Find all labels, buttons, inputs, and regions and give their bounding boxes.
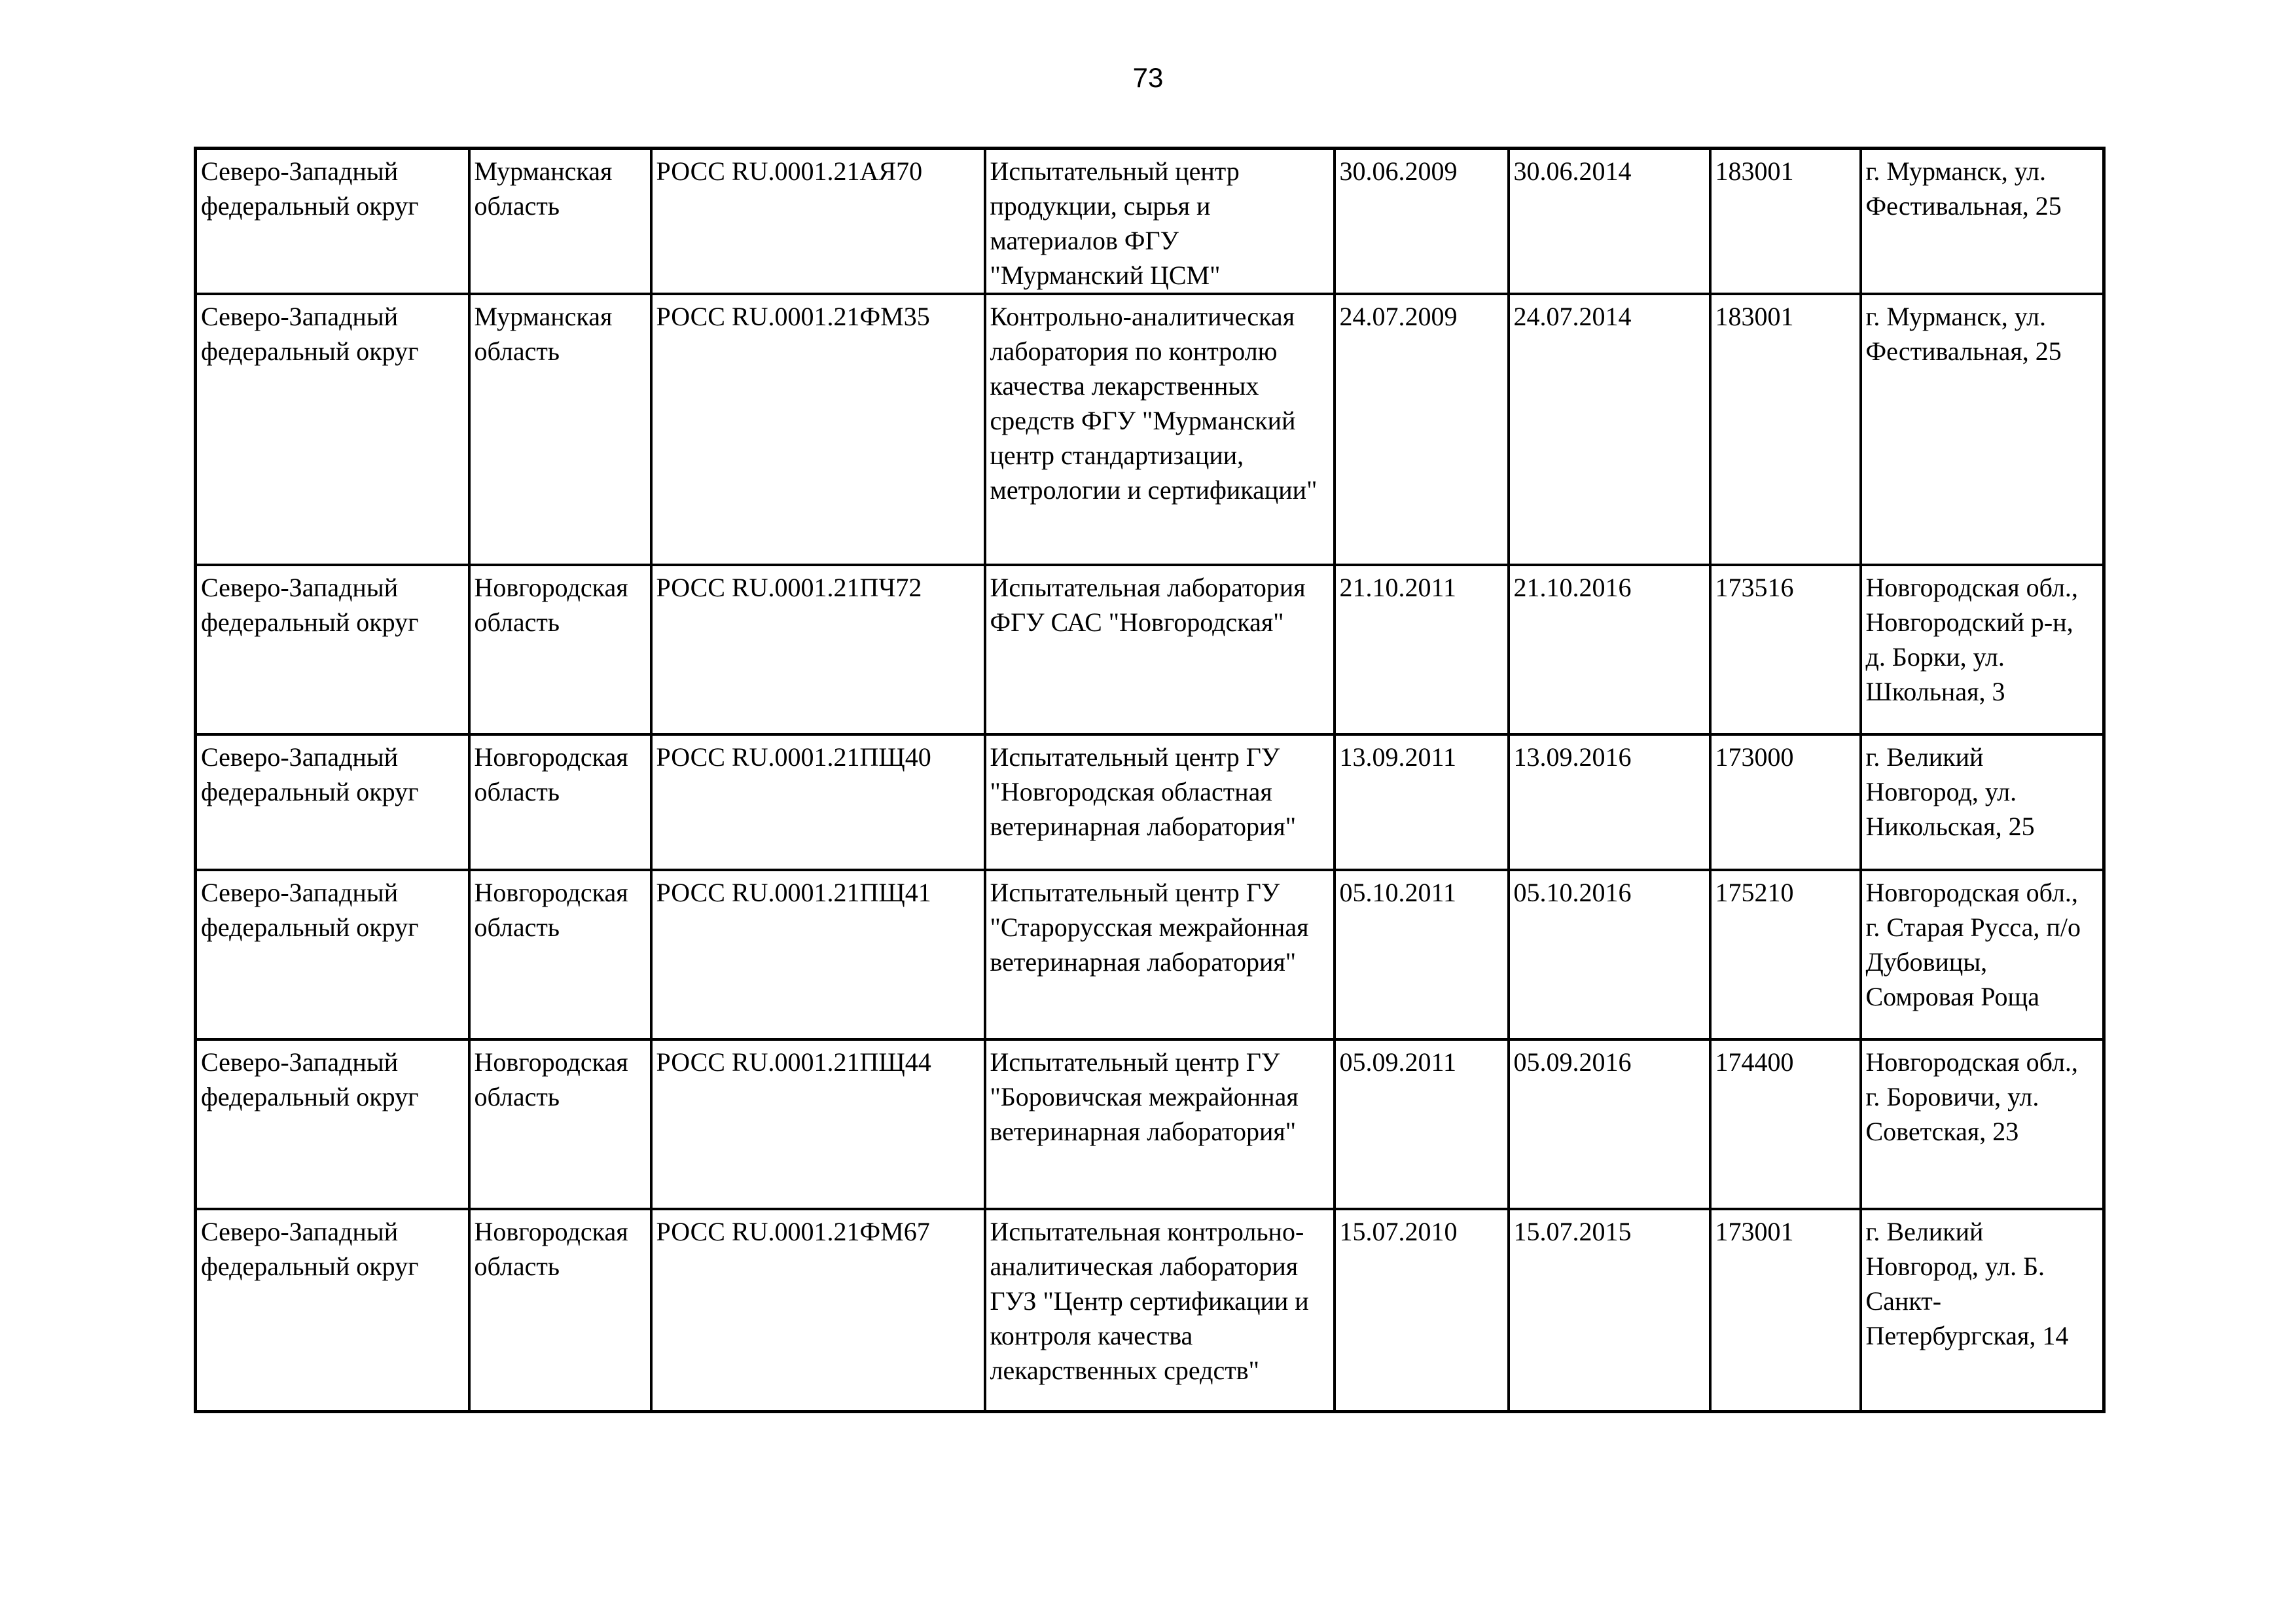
address-cell: г. Мурманск, ул. Фестивальная, 25 xyxy=(1861,294,2104,565)
district-cell: Северо-Западный федеральный округ xyxy=(196,734,469,870)
table-row xyxy=(196,149,2104,295)
reg-number-cell: РОСС RU.0001.21ПЩ41 xyxy=(651,870,985,1039)
date-from-cell: 30.06.2009 xyxy=(1335,149,1509,295)
date-from-cell: 15.07.2010 xyxy=(1335,1209,1509,1411)
date-to-cell: 30.06.2014 xyxy=(1509,149,1710,295)
page-number: 73 xyxy=(1132,62,1164,93)
table-row xyxy=(196,1209,2104,1411)
lab-name-cell: Испытательный центр ГУ "Старорусская межрайонная ветеринарная лаборатория" xyxy=(985,870,1335,1039)
date-to-cell: 21.10.2016 xyxy=(1509,565,1710,734)
date-from-cell: 21.10.2011 xyxy=(1335,565,1509,734)
date-to-cell: 13.09.2016 xyxy=(1509,734,1710,870)
district-cell: Северо-Западный федеральный округ xyxy=(196,294,469,565)
date-to-cell: 05.09.2016 xyxy=(1509,1039,1710,1209)
date-from-cell: 13.09.2011 xyxy=(1335,734,1509,870)
region-cell: Мурманская область xyxy=(469,294,651,565)
date-to-cell: 15.07.2015 xyxy=(1509,1209,1710,1411)
registry-table xyxy=(194,147,2106,1413)
lab-name-cell: Контрольно-аналитическая лаборатория по контролю качества лекарственных средств ФГУ "Мурманский центр стандартизации, метрологии и сертификации" xyxy=(985,294,1335,565)
address-cell: Новгородская обл., г. Боровичи, ул. Советская, 23 xyxy=(1861,1039,2104,1209)
reg-number-cell: РОСС RU.0001.21ФМ35 xyxy=(651,294,985,565)
postal-index-cell: 174400 xyxy=(1710,1039,1861,1209)
date-to-cell: 24.07.2014 xyxy=(1509,294,1710,565)
reg-number-cell: РОСС RU.0001.21ФМ67 xyxy=(651,1209,985,1411)
lab-name-cell: Испытательная контрольно-аналитическая лаборатория ГУЗ "Центр сертификации и контроля качества лекарственных средств" xyxy=(985,1209,1335,1411)
reg-number-cell: РОСС RU.0001.21ПЩ40 xyxy=(651,734,985,870)
postal-index-cell: 173001 xyxy=(1710,1209,1861,1411)
region-cell: Новгородская область xyxy=(469,734,651,870)
region-cell: Новгородская область xyxy=(469,565,651,734)
date-from-cell: 05.09.2011 xyxy=(1335,1039,1509,1209)
date-from-cell: 24.07.2009 xyxy=(1335,294,1509,565)
date-to-cell: 05.10.2016 xyxy=(1509,870,1710,1039)
address-cell: Новгородская обл., Новгородский р-н, д. Борки, ул. Школьная, 3 xyxy=(1861,565,2104,734)
lab-name-cell: Испытательная лаборатория ФГУ САС "Новгородская" xyxy=(985,565,1335,734)
region-cell: Новгородская область xyxy=(469,1039,651,1209)
postal-index-cell: 173516 xyxy=(1710,565,1861,734)
district-cell: Северо-Западный федеральный округ xyxy=(196,1039,469,1209)
address-cell: Новгородская обл., г. Старая Русса, п/о Дубовицы, Сомровая Роща xyxy=(1861,870,2104,1039)
table-row xyxy=(196,1039,2104,1209)
table-row xyxy=(196,870,2104,1039)
lab-name-cell: Испытательный центр продукции, сырья и материалов ФГУ "Мурманский ЦСМ" xyxy=(985,149,1335,295)
reg-number-cell: РОСС RU.0001.21АЯ70 xyxy=(651,149,985,295)
date-from-cell: 05.10.2011 xyxy=(1335,870,1509,1039)
reg-number-cell: РОСС RU.0001.21ПЧ72 xyxy=(651,565,985,734)
address-cell: г. Великий Новгород, ул. Б. Санкт-Петербургская, 14 xyxy=(1861,1209,2104,1411)
district-cell: Северо-Западный федеральный округ xyxy=(196,149,469,295)
table-row xyxy=(196,734,2104,870)
region-cell: Новгородская область xyxy=(469,870,651,1039)
lab-name-cell: Испытательный центр ГУ "Боровичская межрайонная ветеринарная лаборатория" xyxy=(985,1039,1335,1209)
lab-name-cell: Испытательный центр ГУ "Новгородская областная ветеринарная лаборатория" xyxy=(985,734,1335,870)
postal-index-cell: 173000 xyxy=(1710,734,1861,870)
address-cell: г. Мурманск, ул. Фестивальная, 25 xyxy=(1861,149,2104,295)
table-row xyxy=(196,294,2104,565)
table-row xyxy=(196,565,2104,734)
district-cell: Северо-Западный федеральный округ xyxy=(196,870,469,1039)
region-cell: Новгородская область xyxy=(469,1209,651,1411)
postal-index-cell: 175210 xyxy=(1710,870,1861,1039)
postal-index-cell: 183001 xyxy=(1710,294,1861,565)
region-cell: Мурманская область xyxy=(469,149,651,295)
postal-index-cell: 183001 xyxy=(1710,149,1861,295)
reg-number-cell: РОСС RU.0001.21ПЩ44 xyxy=(651,1039,985,1209)
district-cell: Северо-Западный федеральный округ xyxy=(196,1209,469,1411)
district-cell: Северо-Западный федеральный округ xyxy=(196,565,469,734)
address-cell: г. Великий Новгород, ул. Никольская, 25 xyxy=(1861,734,2104,870)
